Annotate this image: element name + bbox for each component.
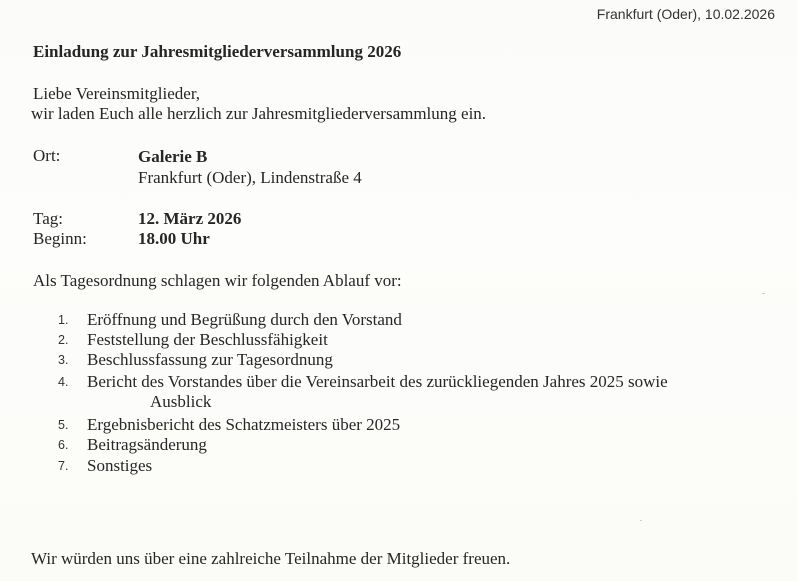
agenda-number: 2. <box>58 333 69 347</box>
agenda-item: Beitragsänderung <box>87 435 207 454</box>
agenda-number: 3. <box>58 353 69 367</box>
intro-text: wir laden Euch alle herzlich zur Jahresmitgliederversammlung ein. <box>31 104 487 123</box>
beginn-label: Beginn: <box>33 229 87 248</box>
greeting: Liebe Vereinsmitglieder, <box>33 84 201 103</box>
agenda-item: Feststellung der Beschlussfähigkeit <box>87 330 328 349</box>
scan-speck <box>640 520 642 521</box>
scan-speck <box>762 293 765 294</box>
agenda-intro: Als Tagesordnung schlagen wir folgenden Ablauf vor: <box>33 271 402 290</box>
agenda-item: Eröffnung und Begrüßung durch den Vorstand <box>87 310 402 329</box>
ort-label: Ort: <box>33 146 61 165</box>
place-date: Frankfurt (Oder), 10.02.2026 <box>596 6 775 22</box>
agenda-number: 4. <box>58 375 69 389</box>
tag-label: Tag: <box>33 209 63 228</box>
agenda-item: Bericht des Vorstandes über die Vereinsarbeit des zurückliegenden Jahres 2025 sowie <box>87 372 668 391</box>
beginn-value: 18.00 Uhr <box>138 229 210 248</box>
letter-title: Einladung zur Jahresmitgliederversammlung 2026 <box>33 42 402 61</box>
agenda-number: 6. <box>58 438 69 452</box>
tag-value: 12. März 2026 <box>138 209 242 228</box>
ort-name: Galerie B <box>138 147 208 166</box>
agenda-item-continuation: Ausblick <box>150 392 212 411</box>
agenda-number: 5. <box>58 418 69 432</box>
agenda-number: 1. <box>58 313 69 327</box>
agenda-number: 7. <box>58 459 69 473</box>
agenda-item: Beschlussfassung zur Tagesordnung <box>87 350 333 369</box>
ort-address: Frankfurt (Oder), Lindenstraße 4 <box>138 168 362 187</box>
closing-text: Wir würden uns über eine zahlreiche Teilnahme der Mitglieder freuen. <box>31 549 511 568</box>
agenda-item: Sonstiges <box>87 456 153 475</box>
agenda-item: Ergebnisbericht des Schatzmeisters über 2025 <box>87 415 401 434</box>
